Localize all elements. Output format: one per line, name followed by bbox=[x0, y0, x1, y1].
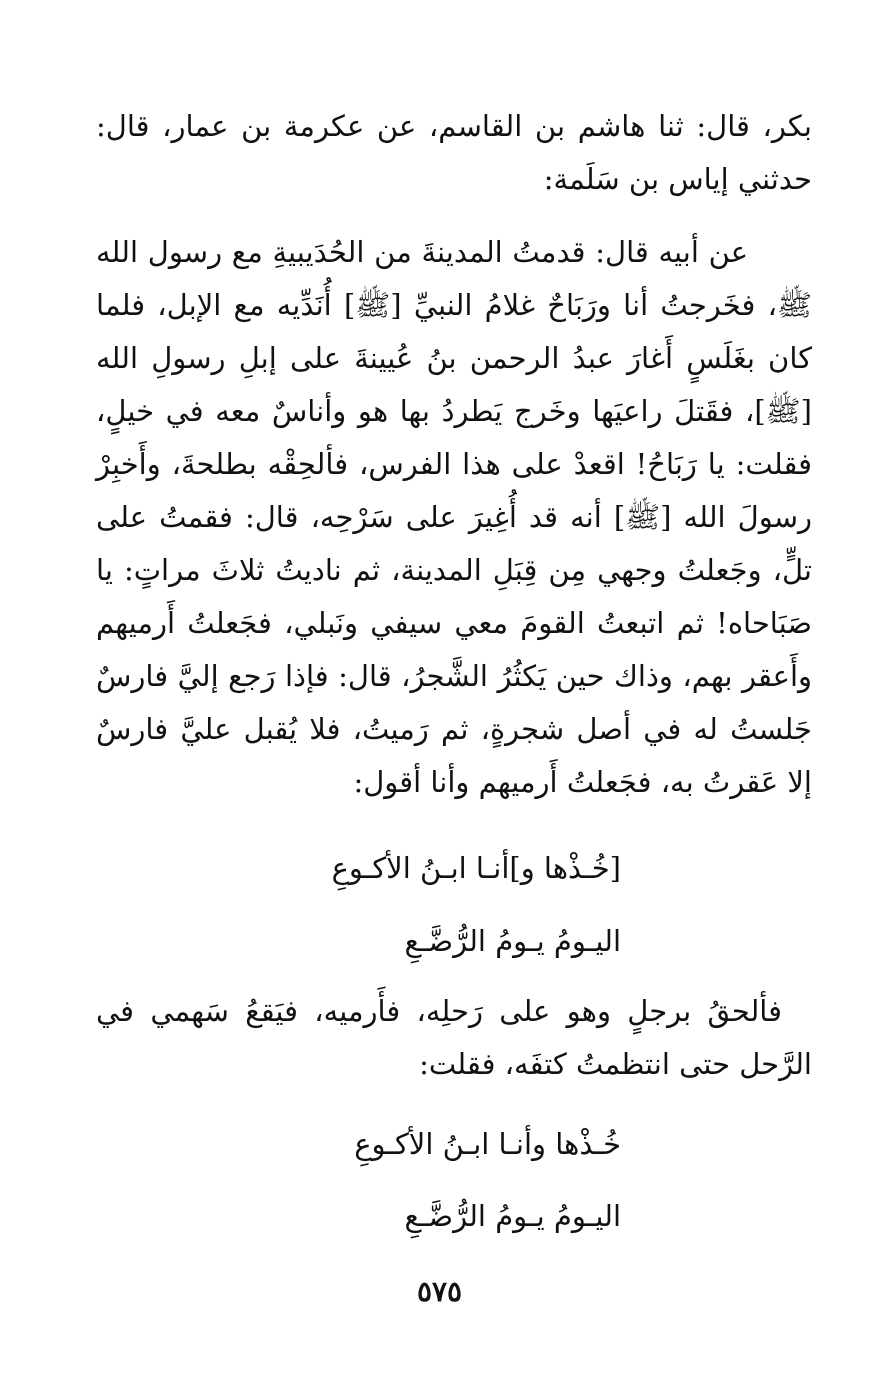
page-number: ٥٧٥ bbox=[416, 1275, 463, 1308]
intro-paragraph: بكر، قال: ثنا هاشم بن القاسم، عن عكرمة بن عمار، قال: حدثني إياس بن سَلَمة: bbox=[96, 109, 812, 196]
main-paragraph: عن أبيه قال: قدمتُ المدينةَ من الحُدَيبيةِ مع رسول الله ﷺ، فخَرجتُ أنا ورَبَاحٌ غلامُ النبيِّ [ﷺ] أُنَدِّيه مع الإبل، فلما كان بغَلَسٍ أَغارَ عبدُ الرحمن بنُ عُيينةَ على إبلِ رسولِ الله [ﷺ]، فقَتلَ راعيَها وخَرج يَطردُ بها هو وأناسٌ معه في خيلٍ، فقلت: يا رَبَاحُ! اقعدْ على هذا الفرس، فألحِقْه بطلحةَ، وأَخبِرْ رسولَ الله [ﷺ] أنه قد أُغِيرَ على سَرْحِه، قال: فقمتُ على تلٍّ، وجَعلتُ وجهي مِن قِبَلِ المدينة، ثم ناديتُ ثلاثَ مراتٍ: يا صَبَاحاه! ثم اتبعتُ القومَ معي سيفي ونَبلي، فجَعلتُ أَرميهم وأَعقر بهم، وذاك حين يَكثُرُ الشَّجرُ، قال: فإذا رَجع إليَّ فارسٌ جَلستُ له في أصل شجرةٍ، ثم رَميتُ، فلا يُقبل عليَّ فارسٌ إلا عَقرتُ به، فجَعلتُ أَرميهم وأنا أقول: bbox=[96, 235, 812, 799]
verse-1-line-1: [خُـذْها و]أنـا ابـنُ الأكـوعِ bbox=[331, 851, 621, 885]
verse-2-line-1: خُـذْها وأنـا ابـنُ الأكـوعِ bbox=[354, 1127, 621, 1161]
third-paragraph: فألحقُ برجلٍ وهو على رَحلِه، فأَرميه، فيَقعُ سَهمي في الرَّحل حتى انتظمتُ كتفَه، فقلت: bbox=[96, 994, 812, 1081]
verse-1-line-2: اليـومُ يـومُ الرُّضَّـعِ bbox=[404, 924, 621, 958]
verse-2-line-2: اليـومُ يـومُ الرُّضَّـعِ bbox=[404, 1199, 621, 1233]
